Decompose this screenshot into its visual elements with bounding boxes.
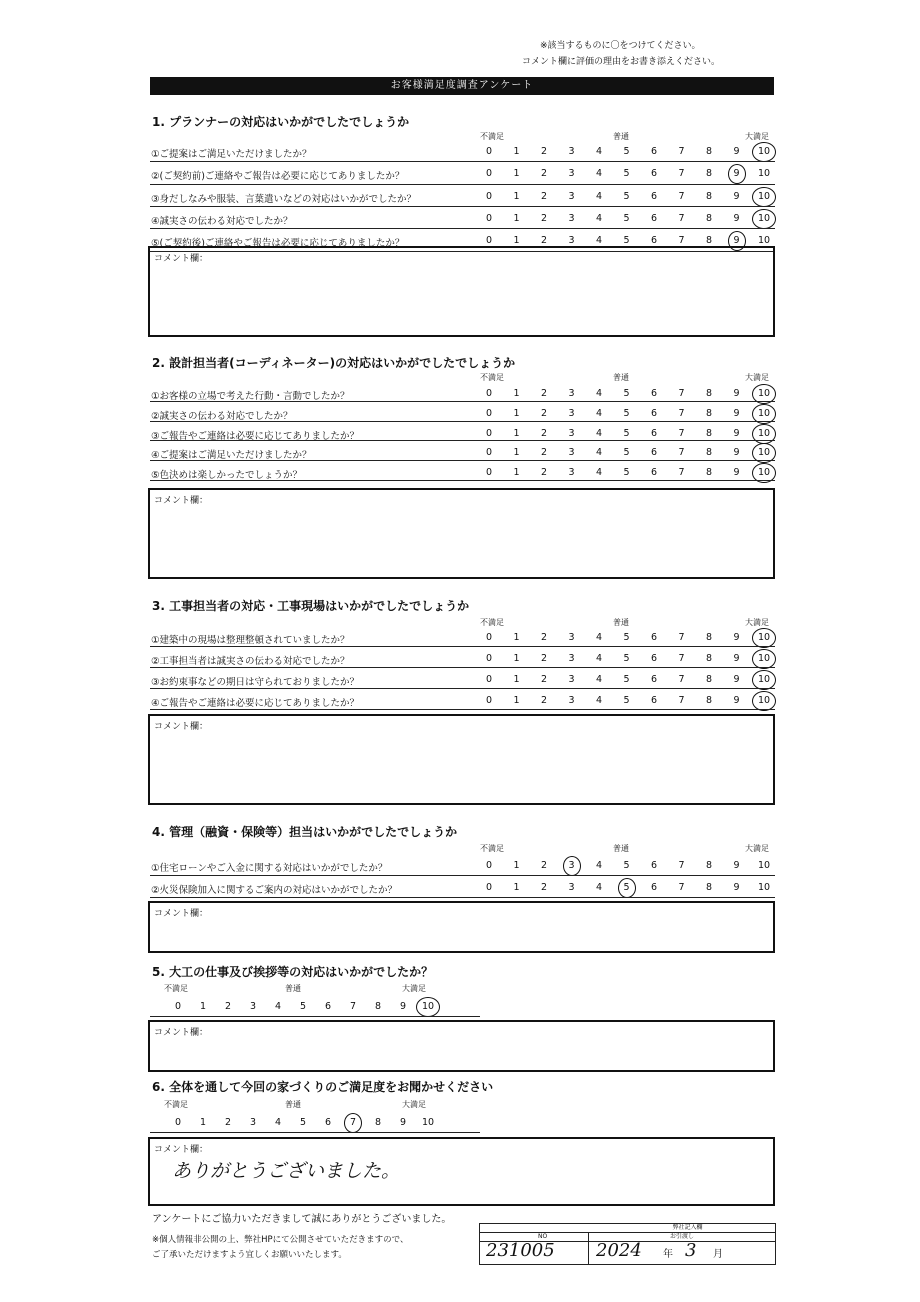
s2-q1-option-7[interactable]: 7 xyxy=(678,388,685,399)
s3-q1-option-1[interactable]: 1 xyxy=(513,632,520,643)
s1-q4-selected-circle xyxy=(752,209,776,229)
s3-q3-option-6[interactable]: 6 xyxy=(650,674,658,685)
s1-q1-option-10[interactable]: 10 xyxy=(757,146,771,157)
scale-high-label: 大満足 xyxy=(745,844,769,853)
s2-q5-option-6[interactable]: 6 xyxy=(650,467,658,479)
s2-q2-option-7[interactable]: 7 xyxy=(678,407,685,419)
question-text: ②火災保険加入に関するご案内の対応はいかがでしたか？ xyxy=(151,885,398,896)
question-row-line xyxy=(150,897,775,898)
scale-mid-label: 普通 xyxy=(613,844,629,853)
question-text: ⑤色決めは楽しかったでしょうか？ xyxy=(151,470,303,482)
s1-q2-option-8[interactable]: 8 xyxy=(705,168,713,180)
comment-label: コメント欄： xyxy=(154,1028,209,1038)
year-unit: 年 xyxy=(663,1249,673,1260)
s2-q4-option-9[interactable]: 9 xyxy=(733,447,740,459)
s3-q2-option-2[interactable]: 2 xyxy=(540,653,548,664)
question-row-line xyxy=(150,709,775,710)
s5-option-9[interactable]: 9 xyxy=(399,1001,407,1012)
s3-q4-option-1[interactable]: 1 xyxy=(513,695,520,706)
s1-q5-option-2[interactable]: 2 xyxy=(540,235,548,247)
s1-q3-option-9[interactable]: 9 xyxy=(733,190,740,202)
s2-q2-option-3[interactable]: 3 xyxy=(568,407,575,419)
s2-q1-option-10[interactable]: 10 xyxy=(757,388,771,399)
scale-mid-label: 普通 xyxy=(613,132,629,141)
section-3-title: 3. 工事担当者の対応・工事現場はいかがでしたでしょうか xyxy=(152,599,470,613)
question-row-line xyxy=(150,460,775,461)
s3-q4-option-3[interactable]: 3 xyxy=(568,695,575,706)
s6-option-7[interactable]: 7 xyxy=(349,1117,357,1128)
s1-q2-selected-circle xyxy=(728,164,746,184)
s2-q3-option-0[interactable]: 0 xyxy=(485,427,493,439)
section-6-comment-box[interactable] xyxy=(148,1137,775,1206)
s3-q1-option-2[interactable]: 2 xyxy=(540,632,548,643)
s2-q5-option-1[interactable]: 1 xyxy=(513,467,520,479)
s1-q3-option-4[interactable]: 4 xyxy=(595,190,603,202)
s2-q5-option-2[interactable]: 2 xyxy=(540,467,548,479)
s4-q1-selected-circle xyxy=(563,856,581,876)
scale-underline xyxy=(150,1132,480,1133)
section-2-comment-box[interactable] xyxy=(148,488,775,579)
s1-q4-option-4[interactable]: 4 xyxy=(595,212,603,224)
s2-q1-option-3[interactable]: 3 xyxy=(568,388,575,399)
s3-q3-option-9[interactable]: 9 xyxy=(733,674,740,685)
s1-q4-option-9[interactable]: 9 xyxy=(733,212,740,224)
s6-option-6[interactable]: 6 xyxy=(324,1117,332,1128)
s1-q5-option-0[interactable]: 0 xyxy=(485,235,493,247)
instruction-note-1: ※該当するものに〇をつけてください。 xyxy=(540,41,701,51)
s1-q3-option-2[interactable]: 2 xyxy=(540,190,548,202)
s2-q1-option-4[interactable]: 4 xyxy=(595,388,603,399)
s1-q2-option-7[interactable]: 7 xyxy=(678,168,685,180)
question-text: ③お約束事などの期日は守られておりましたか？ xyxy=(151,677,360,688)
month-unit: 月 xyxy=(713,1249,723,1260)
s4-q2-option-10[interactable]: 10 xyxy=(757,882,771,893)
question-row-line xyxy=(150,206,775,207)
s2-q2-option-0[interactable]: 0 xyxy=(485,407,493,419)
s1-q1-option-2[interactable]: 2 xyxy=(540,146,548,157)
s2-q3-option-7[interactable]: 7 xyxy=(678,427,685,439)
question-row-line xyxy=(150,421,775,422)
s6-option-8[interactable]: 8 xyxy=(374,1117,382,1128)
s2-q5-option-8[interactable]: 8 xyxy=(705,467,713,479)
s1-q4-option-7[interactable]: 7 xyxy=(678,212,685,224)
question-row-line xyxy=(150,480,775,481)
s3-q4-option-0[interactable]: 0 xyxy=(485,695,493,706)
s5-option-7[interactable]: 7 xyxy=(349,1001,357,1012)
comment-label: コメント欄： xyxy=(154,909,209,919)
s2-q4-option-3[interactable]: 3 xyxy=(568,447,575,459)
s3-q4-option-7[interactable]: 7 xyxy=(678,695,685,706)
s5-selected-circle xyxy=(416,997,440,1017)
s2-q2-option-1[interactable]: 1 xyxy=(513,407,520,419)
section-1-title: 1. プランナーの対応はいかがでしたでしょうか xyxy=(152,115,410,129)
s3-q2-option-3[interactable]: 3 xyxy=(568,653,575,664)
s1-q4-option-2[interactable]: 2 xyxy=(540,212,548,224)
s3-q4-selected-circle xyxy=(752,691,776,711)
instruction-note-2: コメント欄に評価の理由をお書き添えください。 xyxy=(522,57,721,67)
s3-q3-option-8[interactable]: 8 xyxy=(705,674,713,685)
s3-q3-option-1[interactable]: 1 xyxy=(513,674,520,685)
question-text: ①住宅ローンやご入金に関する対応はいかがでしたか？ xyxy=(151,863,388,874)
s1-q1-option-1[interactable]: 1 xyxy=(513,146,520,157)
s2-q4-option-7[interactable]: 7 xyxy=(678,447,685,459)
s1-q4-option-10[interactable]: 10 xyxy=(757,212,771,224)
scale-high-label: 大満足 xyxy=(745,132,769,141)
section-3-comment-box[interactable] xyxy=(148,714,775,805)
s1-q5-option-8[interactable]: 8 xyxy=(705,235,713,247)
s3-q3-option-3[interactable]: 3 xyxy=(568,674,575,685)
s2-q4-option-0[interactable]: 0 xyxy=(485,447,493,459)
s4-q1-option-2[interactable]: 2 xyxy=(540,860,548,871)
s3-q1-option-4[interactable]: 4 xyxy=(595,632,603,643)
s1-q3-option-1[interactable]: 1 xyxy=(513,190,520,202)
s3-q2-option-6[interactable]: 6 xyxy=(650,653,658,664)
s3-q4-option-9[interactable]: 9 xyxy=(733,695,740,706)
section-4-comment-box[interactable] xyxy=(148,901,775,953)
question-text: ③身だしなみや服装、言葉遣いなどの対応はいかがでしたか？ xyxy=(151,193,417,205)
scale-high-label: 大満足 xyxy=(402,1100,426,1109)
s1-q3-selected-circle xyxy=(752,187,776,207)
comment-label: コメント欄： xyxy=(154,1145,209,1155)
s1-q1-option-0[interactable]: 0 xyxy=(485,146,493,157)
s1-q4-option-6[interactable]: 6 xyxy=(650,212,658,224)
question-text: ②工事担当者は誠実さの伝わる対応でしたか？ xyxy=(151,656,350,667)
question-row-line xyxy=(150,228,775,229)
s3-q2-option-4[interactable]: 4 xyxy=(595,653,603,664)
s1-q2-option-2[interactable]: 2 xyxy=(540,168,548,180)
privacy-note-1: ※個人情報非公開の上、弊社HPにて公開させていただきますので、 xyxy=(152,1235,409,1245)
s2-q3-option-3[interactable]: 3 xyxy=(568,427,575,439)
s1-q1-option-3[interactable]: 3 xyxy=(568,146,575,157)
s1-q2-option-5[interactable]: 5 xyxy=(623,168,630,180)
s3-q3-selected-circle xyxy=(752,670,776,690)
s6-option-10[interactable]: 10 xyxy=(421,1117,435,1128)
s1-q2-option-9[interactable]: 9 xyxy=(733,168,740,180)
s1-q5-option-6[interactable]: 6 xyxy=(650,235,658,247)
question-row-line xyxy=(150,646,775,647)
s2-q5-option-0[interactable]: 0 xyxy=(485,467,493,479)
s1-q5-option-4[interactable]: 4 xyxy=(595,235,603,247)
office-use-divider xyxy=(588,1233,589,1264)
survey-title-banner: お客様満足度調査アンケート xyxy=(150,77,774,95)
s1-q4-option-5[interactable]: 5 xyxy=(623,212,630,224)
s1-q1-option-4[interactable]: 4 xyxy=(595,146,603,157)
s2-q1-option-5[interactable]: 5 xyxy=(623,388,630,399)
s3-q3-option-5[interactable]: 5 xyxy=(623,674,630,685)
s2-q3-option-4[interactable]: 4 xyxy=(595,427,603,439)
s2-q1-option-6[interactable]: 6 xyxy=(650,388,658,399)
s3-q4-option-6[interactable]: 6 xyxy=(650,695,658,706)
s1-q2-option-1[interactable]: 1 xyxy=(513,168,520,180)
s3-q2-selected-circle xyxy=(752,649,776,669)
office-use-title-text: 弊社記入欄 xyxy=(672,1224,703,1231)
s6-option-0[interactable]: 0 xyxy=(174,1117,182,1128)
question-text: ①建築中の現場は整理整頓されていましたか？ xyxy=(151,635,350,646)
question-text: ①お客様の立場で考えた行動・言動でしたか？ xyxy=(151,391,350,402)
s5-option-4[interactable]: 4 xyxy=(274,1001,282,1012)
s2-q1-option-8[interactable]: 8 xyxy=(705,388,713,399)
s4-q1-option-3[interactable]: 3 xyxy=(568,860,575,871)
s2-q5-option-7[interactable]: 7 xyxy=(678,467,685,479)
scale-low-label: 不満足 xyxy=(480,132,504,141)
s1-q3-option-3[interactable]: 3 xyxy=(568,190,575,202)
s2-q4-option-5[interactable]: 5 xyxy=(623,447,630,459)
s3-q3-option-2[interactable]: 2 xyxy=(540,674,548,685)
s1-q5-option-1[interactable]: 1 xyxy=(513,235,520,247)
s1-q3-option-10[interactable]: 10 xyxy=(757,190,771,202)
s6-option-2[interactable]: 2 xyxy=(224,1117,232,1128)
scale-low-label: 不満足 xyxy=(480,844,504,853)
s2-q4-option-2[interactable]: 2 xyxy=(540,447,548,459)
question-text: ③ご報告やご連絡は必要に応じてありましたか？ xyxy=(151,430,360,442)
section-5-title: 5. 大工の仕事及び挨拶等の対応はいかがでしたか？ xyxy=(152,965,434,979)
s2-q3-option-1[interactable]: 1 xyxy=(513,427,520,439)
s1-q4-option-3[interactable]: 3 xyxy=(568,212,575,224)
s1-q4-option-8[interactable]: 8 xyxy=(705,212,713,224)
scale-mid-label: 普通 xyxy=(285,1100,301,1109)
s4-q2-option-3[interactable]: 3 xyxy=(568,882,575,893)
s2-q2-option-6[interactable]: 6 xyxy=(650,407,658,419)
s1-q2-option-0[interactable]: 0 xyxy=(485,168,493,180)
s2-q5-option-9[interactable]: 9 xyxy=(733,467,740,479)
s3-q4-option-4[interactable]: 4 xyxy=(595,695,603,706)
s2-q3-option-6[interactable]: 6 xyxy=(650,427,658,439)
s6-option-1[interactable]: 1 xyxy=(199,1117,207,1128)
s2-q5-option-3[interactable]: 3 xyxy=(568,467,575,479)
section-1-comment-box[interactable] xyxy=(148,246,775,337)
s3-q1-option-7[interactable]: 7 xyxy=(678,632,685,643)
record-number: 231005 xyxy=(486,1240,555,1261)
s3-q2-option-8[interactable]: 8 xyxy=(705,653,713,664)
s4-q2-option-6[interactable]: 6 xyxy=(650,882,658,893)
s4-q1-option-4[interactable]: 4 xyxy=(595,860,603,871)
question-text: ④ご報告やご連絡は必要に応じてありましたか？ xyxy=(151,698,360,709)
s4-q1-option-1[interactable]: 1 xyxy=(513,860,520,871)
s1-q4-option-1[interactable]: 1 xyxy=(513,212,520,224)
question-text: ④誠実さの伝わる対応でしたか？ xyxy=(151,215,293,227)
s2-q3-option-2[interactable]: 2 xyxy=(540,427,548,439)
s4-q2-option-8[interactable]: 8 xyxy=(705,882,713,893)
s2-q4-option-8[interactable]: 8 xyxy=(705,447,713,459)
s2-q4-option-4[interactable]: 4 xyxy=(595,447,603,459)
s2-q5-option-10[interactable]: 10 xyxy=(757,467,771,479)
s2-q4-option-6[interactable]: 6 xyxy=(650,447,658,459)
s4-q1-option-5[interactable]: 5 xyxy=(623,860,630,871)
s4-q2-option-1[interactable]: 1 xyxy=(513,882,520,893)
s3-q4-option-10[interactable]: 10 xyxy=(757,695,771,706)
s2-q3-option-9[interactable]: 9 xyxy=(733,427,740,439)
s3-q1-option-0[interactable]: 0 xyxy=(485,632,493,643)
s3-q1-option-10[interactable]: 10 xyxy=(757,632,771,643)
s3-q3-option-10[interactable]: 10 xyxy=(757,674,771,685)
s3-q1-option-6[interactable]: 6 xyxy=(650,632,658,643)
s3-q2-option-9[interactable]: 9 xyxy=(733,653,740,664)
s2-q2-option-5[interactable]: 5 xyxy=(623,407,630,419)
s2-q4-option-1[interactable]: 1 xyxy=(513,447,520,459)
s3-q2-option-10[interactable]: 10 xyxy=(757,653,771,664)
question-row-line xyxy=(150,161,775,162)
s5-option-3[interactable]: 3 xyxy=(249,1001,257,1012)
s3-q1-option-5[interactable]: 5 xyxy=(623,632,630,643)
question-row-line xyxy=(150,440,775,441)
question-row-line xyxy=(150,875,775,876)
question-text: ②(ご契約前)ご連絡やご報告は必要に応じてありましたか？ xyxy=(151,171,405,183)
question-row-line xyxy=(150,667,775,668)
s2-q3-option-10[interactable]: 10 xyxy=(757,427,771,439)
s3-q2-option-1[interactable]: 1 xyxy=(513,653,520,664)
scale-low-label: 不満足 xyxy=(480,618,504,627)
s4-q2-option-9[interactable]: 9 xyxy=(733,882,740,893)
scale-mid-label: 普通 xyxy=(613,373,629,382)
section-5-comment-box[interactable] xyxy=(148,1020,775,1072)
s4-q2-selected-circle xyxy=(618,878,636,898)
s3-q4-option-8[interactable]: 8 xyxy=(705,695,713,706)
s1-q1-option-9[interactable]: 9 xyxy=(733,146,740,157)
s3-q4-option-2[interactable]: 2 xyxy=(540,695,548,706)
s6-selected-circle xyxy=(344,1113,362,1133)
s3-q1-selected-circle xyxy=(752,628,776,648)
question-row-line xyxy=(150,688,775,689)
office-use-box xyxy=(479,1223,776,1265)
s4-q1-option-10[interactable]: 10 xyxy=(757,860,771,871)
s2-q5-option-5[interactable]: 5 xyxy=(623,467,630,479)
s4-q1-option-0[interactable]: 0 xyxy=(485,860,493,871)
s1-q1-option-8[interactable]: 8 xyxy=(705,146,713,157)
s3-q1-option-8[interactable]: 8 xyxy=(705,632,713,643)
s5-option-2[interactable]: 2 xyxy=(224,1001,232,1012)
s2-q1-option-9[interactable]: 9 xyxy=(733,388,740,399)
scale-high-label: 大満足 xyxy=(745,618,769,627)
question-text: ②誠実さの伝わる対応でしたか？ xyxy=(151,410,293,422)
handover-year: 2024 xyxy=(596,1240,642,1261)
s6-option-4[interactable]: 4 xyxy=(274,1117,282,1128)
s1-q3-option-0[interactable]: 0 xyxy=(485,190,493,202)
s6-option-5[interactable]: 5 xyxy=(299,1117,307,1128)
s1-q5-option-5[interactable]: 5 xyxy=(623,235,630,247)
scale-mid-label: 普通 xyxy=(613,618,629,627)
s3-q4-option-5[interactable]: 5 xyxy=(623,695,630,706)
question-row-line xyxy=(150,184,775,185)
s1-q5-option-9[interactable]: 9 xyxy=(733,235,740,247)
s3-q2-option-0[interactable]: 0 xyxy=(485,653,493,664)
privacy-note-2: ご了承いただけますよう宜しくお願いいたします。 xyxy=(152,1250,347,1260)
scale-low-label: 不満足 xyxy=(164,984,188,993)
s1-q2-option-6[interactable]: 6 xyxy=(650,168,658,180)
s1-q1-option-7[interactable]: 7 xyxy=(678,146,685,157)
s1-q3-option-6[interactable]: 6 xyxy=(650,190,658,202)
s5-option-6[interactable]: 6 xyxy=(324,1001,332,1012)
s2-q2-option-8[interactable]: 8 xyxy=(705,407,713,419)
scale-high-label: 大満足 xyxy=(402,984,426,993)
s3-q3-option-0[interactable]: 0 xyxy=(485,674,493,685)
question-row-line xyxy=(150,401,775,402)
s1-q2-option-10[interactable]: 10 xyxy=(757,168,771,180)
section-2-title: 2. 設計担当者(コーディネーター)の対応はいかがでしたでしょうか xyxy=(152,356,516,370)
s1-q1-selected-circle xyxy=(752,142,776,162)
s1-q3-option-5[interactable]: 5 xyxy=(623,190,630,202)
s4-q2-option-5[interactable]: 5 xyxy=(623,882,630,893)
office-use-title xyxy=(480,1224,775,1233)
s1-q4-option-0[interactable]: 0 xyxy=(485,212,493,224)
s5-option-8[interactable]: 8 xyxy=(374,1001,382,1012)
comment-label: コメント欄： xyxy=(154,496,209,506)
scale-mid-label: 普通 xyxy=(285,984,301,993)
s2-q2-option-9[interactable]: 9 xyxy=(733,407,740,419)
scale-low-label: 不満足 xyxy=(164,1100,188,1109)
s4-q2-option-7[interactable]: 7 xyxy=(678,882,685,893)
s2-q1-option-2[interactable]: 2 xyxy=(540,388,548,399)
section-6-title: 6. 全体を通して今回の家づくりのご満足度をお聞かせください xyxy=(152,1080,494,1094)
s1-q3-option-8[interactable]: 8 xyxy=(705,190,713,202)
s2-q2-option-4[interactable]: 4 xyxy=(595,407,603,419)
scale-low-label: 不満足 xyxy=(480,373,504,382)
handover-month: 3 xyxy=(685,1240,697,1261)
s5-option-0[interactable]: 0 xyxy=(174,1001,182,1012)
handover-column-header: お引渡し xyxy=(670,1233,695,1240)
s5-option-10[interactable]: 10 xyxy=(421,1001,435,1012)
s5-option-5[interactable]: 5 xyxy=(299,1001,307,1012)
s1-q1-option-6[interactable]: 6 xyxy=(650,146,658,157)
scale-underline xyxy=(150,1016,480,1017)
s4-q2-option-4[interactable]: 4 xyxy=(595,882,603,893)
section-4-title: 4. 管理（融資・保険等）担当はいかがでしたでしょうか xyxy=(152,825,458,839)
no-column-header: NO xyxy=(538,1233,548,1240)
thanks-message: アンケートにご協力いただきまして誠にありがとうございました。 xyxy=(152,1214,452,1225)
s2-q2-option-10[interactable]: 10 xyxy=(757,407,771,419)
s2-q1-option-1[interactable]: 1 xyxy=(513,388,520,399)
s2-q1-option-0[interactable]: 0 xyxy=(485,388,493,399)
s3-q1-option-9[interactable]: 9 xyxy=(733,632,740,643)
s1-q2-option-4[interactable]: 4 xyxy=(595,168,603,180)
s2-q4-option-10[interactable]: 10 xyxy=(757,447,771,459)
question-text: ④ご提案はご満足いただけましたか？ xyxy=(151,450,312,462)
s4-q1-option-8[interactable]: 8 xyxy=(705,860,713,871)
s3-q3-option-4[interactable]: 4 xyxy=(595,674,603,685)
s4-q1-option-6[interactable]: 6 xyxy=(650,860,658,871)
s4-q2-option-2[interactable]: 2 xyxy=(540,882,548,893)
question-text: ①ご提案はご満足いただけましたか？ xyxy=(151,149,312,160)
s3-q3-option-7[interactable]: 7 xyxy=(678,674,685,685)
handwritten-comment: ありがとうございました。 xyxy=(172,1160,401,1182)
question-text: ⑤(ご契約後)ご連絡やご報告は必要に応じてありましたか？ xyxy=(151,238,405,250)
s2-q2-option-2[interactable]: 2 xyxy=(540,407,548,419)
s1-q5-option-3[interactable]: 3 xyxy=(568,235,575,247)
s1-q3-option-7[interactable]: 7 xyxy=(678,190,685,202)
s6-option-3[interactable]: 3 xyxy=(249,1117,257,1128)
s2-q3-option-5[interactable]: 5 xyxy=(623,427,630,439)
s4-q1-option-9[interactable]: 9 xyxy=(733,860,740,871)
comment-label: コメント欄： xyxy=(154,722,209,732)
s1-q1-option-5[interactable]: 5 xyxy=(623,146,630,157)
s1-q5-option-7[interactable]: 7 xyxy=(678,235,685,247)
s1-q5-option-10[interactable]: 10 xyxy=(757,235,771,247)
s2-q5-option-4[interactable]: 4 xyxy=(595,467,603,479)
s4-q2-option-0[interactable]: 0 xyxy=(485,882,493,893)
s3-q2-option-7[interactable]: 7 xyxy=(678,653,685,664)
s3-q1-option-3[interactable]: 3 xyxy=(568,632,575,643)
scale-high-label: 大満足 xyxy=(745,373,769,382)
comment-label: コメント欄： xyxy=(154,254,209,264)
s2-q3-option-8[interactable]: 8 xyxy=(705,427,713,439)
s1-q2-option-3[interactable]: 3 xyxy=(568,168,575,180)
s5-option-1[interactable]: 1 xyxy=(199,1001,207,1012)
s4-q1-option-7[interactable]: 7 xyxy=(678,860,685,871)
s6-option-9[interactable]: 9 xyxy=(399,1117,407,1128)
s3-q2-option-5[interactable]: 5 xyxy=(623,653,630,664)
